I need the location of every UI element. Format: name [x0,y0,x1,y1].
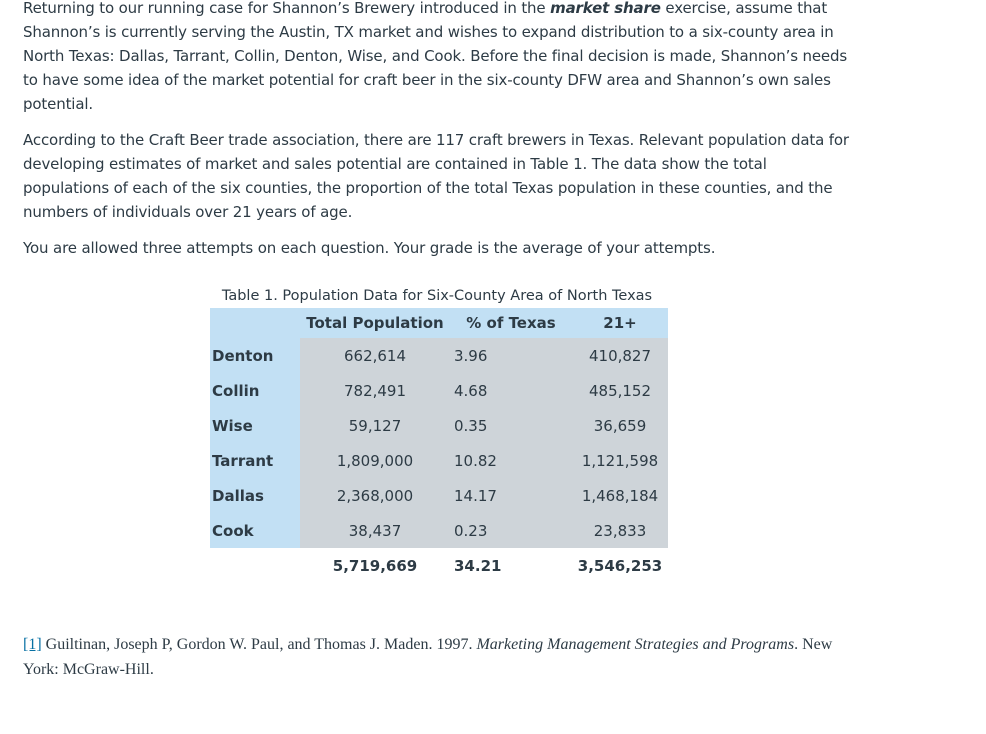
table-row [210,408,668,443]
county-cell: Cook [210,513,300,548]
totals-row [210,548,668,583]
total-cell: 782,491 [300,373,450,408]
county-cell: Collin [210,373,300,408]
pct-cell: 0.35 [450,408,572,443]
total-cell: 1,809,000 [300,443,450,478]
table-caption: Table 1. Population Data for Six-County Area of North Texas [221,288,653,304]
footnote-authors: Guiltinan, Joseph P, Gordon W. Paul, and Thomas J. Maden. 1997. [41,636,477,653]
total-cell: 2,368,000 [300,478,450,513]
header-total-population: Total Population [300,308,450,338]
footnote [23,632,853,682]
pct-cell: 14.17 [450,478,572,513]
pct-cell: 4.68 [450,373,572,408]
adults-sum-cell: 3,546,253 [572,548,668,583]
county-cell: Dallas [210,478,300,513]
intro-paragraph-2: According to the Craft Beer trade association, there are 117 craft brewers in Texas. Relevant population data for developing estimates of market and sales potential are contained in Table 1. The data show the total populations of each of the six counties, the proportion of the total Texas population in these counties, and the numbers of individuals over 21 years of age. [23,131,849,221]
total-cell: 38,437 [300,513,450,548]
table-row [210,443,668,478]
table-row [210,478,668,513]
table-row [210,338,668,373]
header-pct-texas: % of Texas [450,308,572,338]
header-21-plus: 21+ [572,308,668,338]
table-row [210,513,668,548]
pct-cell: 3.96 [450,338,572,373]
county-cell: Wise [210,408,300,443]
total-cell: 59,127 [300,408,450,443]
table-header-row [210,308,668,338]
pct-sum-cell: 34.21 [450,548,572,583]
header-county [210,308,300,338]
assignment-body [23,0,853,272]
pct-cell: 10.82 [450,443,572,478]
attempts-note: You are allowed three attempts on each question. Your grade is the average of your attempts. [23,239,716,257]
intro-paragraph-1: Returning to our running case for Shannon’s Brewery introduced in the market share exercise, assume that Shannon’s is currently serving the Austin, TX market and wishes to expand distribution to a six-county area in North Texas: Dallas, Tarrant, Collin, Denton, Wise, and Cook. Before the final decision is made, Shannon’s needs to have some idea of the market potential for craft beer in the six-county DFW area and Shannon’s own sales potential. [23,0,848,113]
population-table [210,308,668,583]
pct-cell: 0.23 [450,513,572,548]
adults-cell: 36,659 [572,408,668,443]
adults-cell: 410,827 [572,338,668,373]
footnote-book-title: Marketing Management Strategies and Programs [476,636,795,653]
table-row [210,373,668,408]
total-sum-cell: 5,719,669 [300,548,450,583]
totals-label-cell [210,548,300,583]
adults-cell: 1,121,598 [572,443,668,478]
market-share-emphasis: market share [550,0,661,17]
footnote-ref-link[interactable]: [1] [23,636,42,653]
adults-cell: 23,833 [572,513,668,548]
county-cell: Denton [210,338,300,373]
total-cell: 662,614 [300,338,450,373]
adults-cell: 1,468,184 [572,478,668,513]
county-cell: Tarrant [210,443,300,478]
footnote-publisher: . New York: McGraw-Hill. [23,636,833,678]
adults-cell: 485,152 [572,373,668,408]
